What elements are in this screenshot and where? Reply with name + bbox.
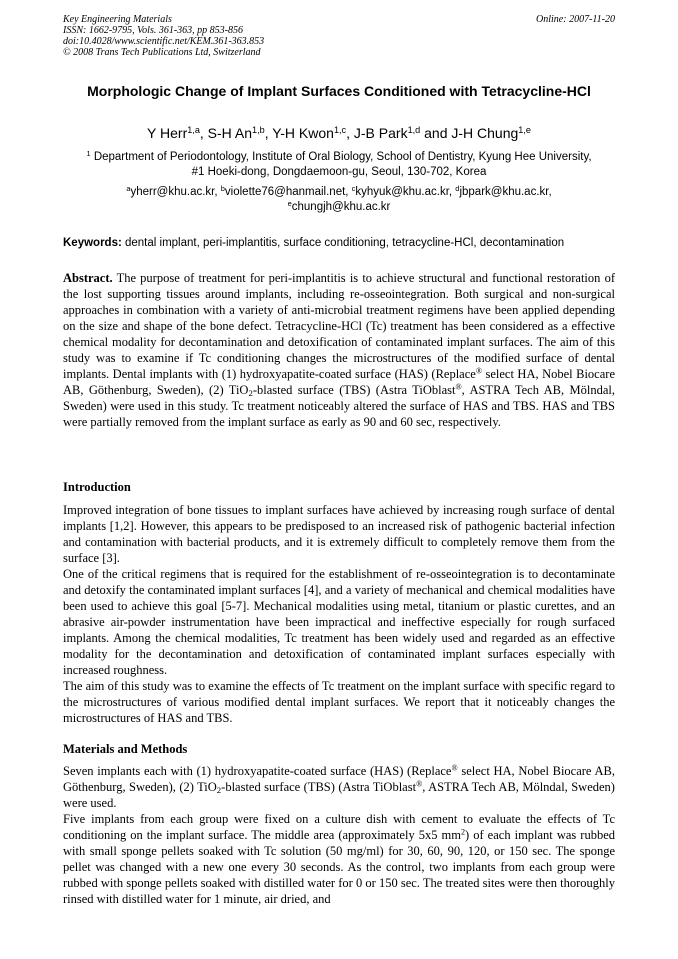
methods-heading: Materials and Methods <box>63 742 188 756</box>
paper-title: Morphologic Change of Implant Surfaces Conditioned with Tetracycline-HCl <box>87 83 591 99</box>
keywords-line <box>63 236 623 250</box>
issn-line: ISSN: 1662-9795, Vols. 361-363, pp 853-856 <box>63 25 243 36</box>
author: Y Herr$^{1,a}$, <box>147 125 208 141</box>
copyright-line: © 2008 Trans Tech Publications Ltd, Switzerland <box>63 47 261 58</box>
paragraph: One of the critical regimens that is required for the establishment of re-osseointegration is to decontaminate and detoxify the contaminated implant surfaces [4], and a variety of mechanical and chemical modalities have been used to achieve this goal [5-7]. Mechanical modalities using metal, titanium or plastic curettes, and an abrasive air-powder instrumentation have been impractical and ineffective especially for rough surfaced implants. Among the chemical modalities, Tc treatment has been widely used and regarded as an effective modality for the decontamination and detoxification of contaminated implant surfaces especially with increased roughness. <box>63 567 615 677</box>
author: J-H Chung$^{1,e}$ <box>451 125 531 141</box>
email[interactable]: $^c$kyhyuk@khu.ac.kr, <box>351 183 456 198</box>
author: S-H An$^{1,b}$, <box>207 125 273 141</box>
email[interactable]: $^e$chungjh@khu.ac.kr <box>287 198 391 213</box>
author: Y-H Kwon$^{1,c}$, <box>272 125 354 141</box>
email-list <box>80 185 598 214</box>
doi-line: doi:10.4028/www.scientific.net/KEM.361-363.853 <box>63 36 265 47</box>
keywords-label: Keywords: <box>63 237 122 249</box>
author-list <box>60 124 618 142</box>
paragraph: Seven implants each with (1) hydroxyapatite-coated surface (HAS) (Replace® select HA, Nobel Biocare AB, Göthenburg, Sweden), (2) TiO$_2$-blasted surface (TBS) (Astra TiOblast®, ASTRA Tech AB, Mölndal, Sweden) were used. <box>63 763 615 810</box>
methods-body <box>63 763 615 907</box>
email[interactable]: $^a$yherr@khu.ac.kr, <box>126 183 221 198</box>
paragraph: The aim of this study was to examine the effects of Tc treatment on the implant surface with specific regard to the microstructures of various modified dental implant surfaces. We report that it noticeably changes the microstructures of HAS and TBS. <box>63 679 615 725</box>
online-date: Online: 2007-11-20 <box>536 14 615 25</box>
paragraph: Five implants from each group were fixed on a culture dish with cement to evaluate the effects of Tc conditioning on the implant surface. The middle area (approximately 5x5 $mm^2$) of each implant was rubbed with small sponge pellets soaked with Tc solution (50 mg/ml) for 30, 60, 90, 120, or 150 sec. The sponge pellet was changed with a new one every 30 seconds. As the control, two implants from each group were rubbed with sponge pellets soaked with distilled water for 0 or 150 sec. The treated sites were then thoroughly rinsed with distilled water for 1 minute, air dried, and <box>63 812 615 906</box>
email[interactable]: $^b$violette76@hanmail.net, <box>220 183 352 198</box>
email[interactable]: $^d$jbpark@khu.ac.kr, <box>455 183 552 198</box>
paragraph: Improved integration of bone tissues to implant surfaces have achieved by increasing rough surface of dental implants [1,2]. However, this appears to be predisposed to an increased risk of pathogenic bacterial infection and contamination with bacterial products, and it is extremely difficult to completely remove them from the surface [3]. <box>63 503 615 565</box>
introduction-heading: Introduction <box>63 480 131 494</box>
journal-header <box>63 14 615 58</box>
journal-name: Key Engineering Materials <box>63 14 172 25</box>
abstract-label: Abstract. <box>63 271 113 285</box>
author: J-B Park$^{1,d}$ and <box>353 125 452 141</box>
affiliation: $^1$ Department of Periodontology, Institute of Oral Biology, School of Dentistry, Kyung Hee University, #1 Hoeki-dong, Dongdaemoon-gu, Seoul, 130-702, Korea <box>86 148 592 178</box>
introduction-body <box>63 502 615 726</box>
abstract: Abstract. The purpose of treatment for peri-implantitis is to achieve structural and functional restoration of the lost supporting tissues around implants, including re-osseointegration. Both surgical and non-surgical approaches in combination with a variety of anti-microbial treatment regimens have been applied depending on the size and shape of the bone defect. Tetracycline-HCl (Tc) treatment has been considered as a effective chemical modality for decontamination and detoxification of contaminated implant surfaces. The aim of this study was to examine if Tc conditioning changes the microstructures of the modified surface of dental implants. Dental implants with (1) hydroxyapatite-coated surface (HAS) (Replace® select HA, Nobel Biocare AB, Göthenburg, Sweden), (2) TiO$_2$-blasted surface (TBS) (Astra TiOblast®, ASTRA Tech AB, Mölndal, Sweden) were used in this study. Tc treatment noticeably altered the surface of HAS and TBS. HAS and TBS were partially removed from the implant surface as early as 90 and 60 sec, respectively. <box>63 271 615 429</box>
keywords-text: dental implant, peri-implantitis, surface conditioning, tetracycline-HCl, decontamination <box>125 237 565 249</box>
